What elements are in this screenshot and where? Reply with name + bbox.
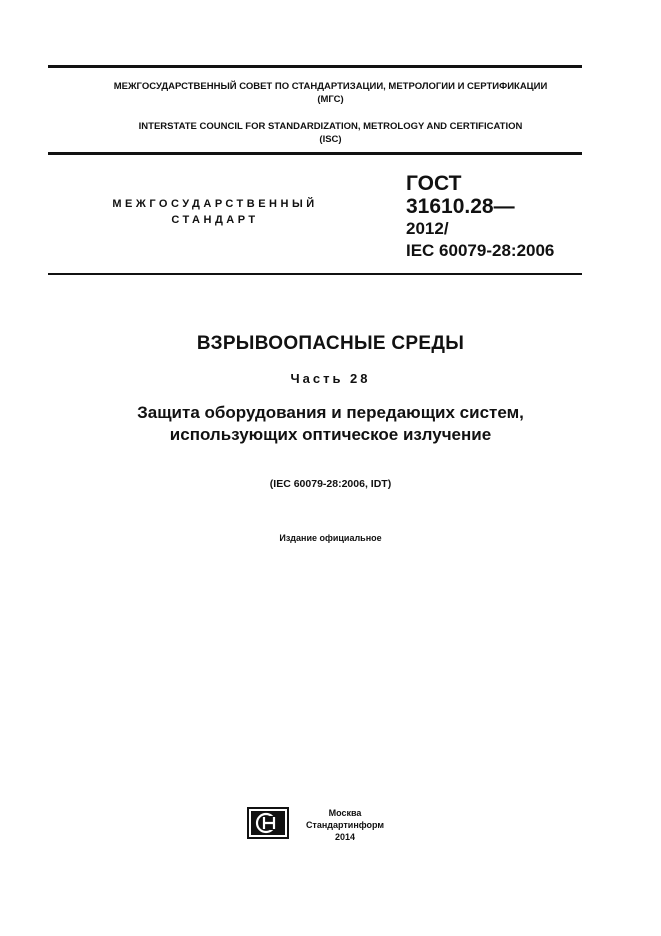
council-en-line2: (ISC) <box>319 134 342 145</box>
council-ru-line2: (МГС) <box>317 94 344 105</box>
code-rule <box>48 273 582 275</box>
standard-code-line2: 31610.28— <box>406 195 515 218</box>
publisher-block <box>297 807 393 843</box>
council-en-line1: INTERSTATE COUNCIL FOR STANDARDIZATION, METROLOGY AND CERTIFICATION <box>138 121 523 132</box>
edition-note: Издание официальное <box>279 533 382 543</box>
identity-note: (IEC 60079-28:2006, IDT) <box>269 478 392 490</box>
standard-code-line1: ГОСТ <box>406 172 462 195</box>
publisher-name: Стандартинформ <box>305 820 385 830</box>
council-ru <box>40 80 621 106</box>
standard-kind-line2: СТАНДАРТ <box>171 214 259 226</box>
top-rule <box>48 65 582 68</box>
document-subtitle <box>40 402 621 446</box>
standard-code-line4: IEC 60079-28:2006 <box>406 241 555 260</box>
standard-code-line3: 2012/ <box>406 219 449 238</box>
standard-code <box>406 172 554 262</box>
council-en <box>40 120 621 146</box>
document-subtitle-line1: Защита оборудования и передающих систем, <box>137 403 524 422</box>
publisher-year: 2014 <box>334 832 356 842</box>
document-subtitle-line2: использующих оптическое излучение <box>169 425 492 444</box>
standard-kind-line1: МЕЖГОСУДАРСТВЕННЫЙ <box>112 198 318 210</box>
header-rule <box>48 152 582 155</box>
standard-kind <box>60 196 370 228</box>
document-title: ВЗРЫВООПАСНЫЕ СРЕДЫ <box>196 333 465 354</box>
document-part: Часть 28 <box>290 371 371 386</box>
council-ru-line1: МЕЖГОСУДАРСТВЕННЫЙ СОВЕТ ПО СТАНДАРТИЗАЦИИ, МЕТРОЛОГИИ И СЕРТИФИКАЦИИ <box>113 81 548 92</box>
publisher-city: Москва <box>328 808 362 818</box>
standartinform-logo-icon <box>247 807 289 839</box>
